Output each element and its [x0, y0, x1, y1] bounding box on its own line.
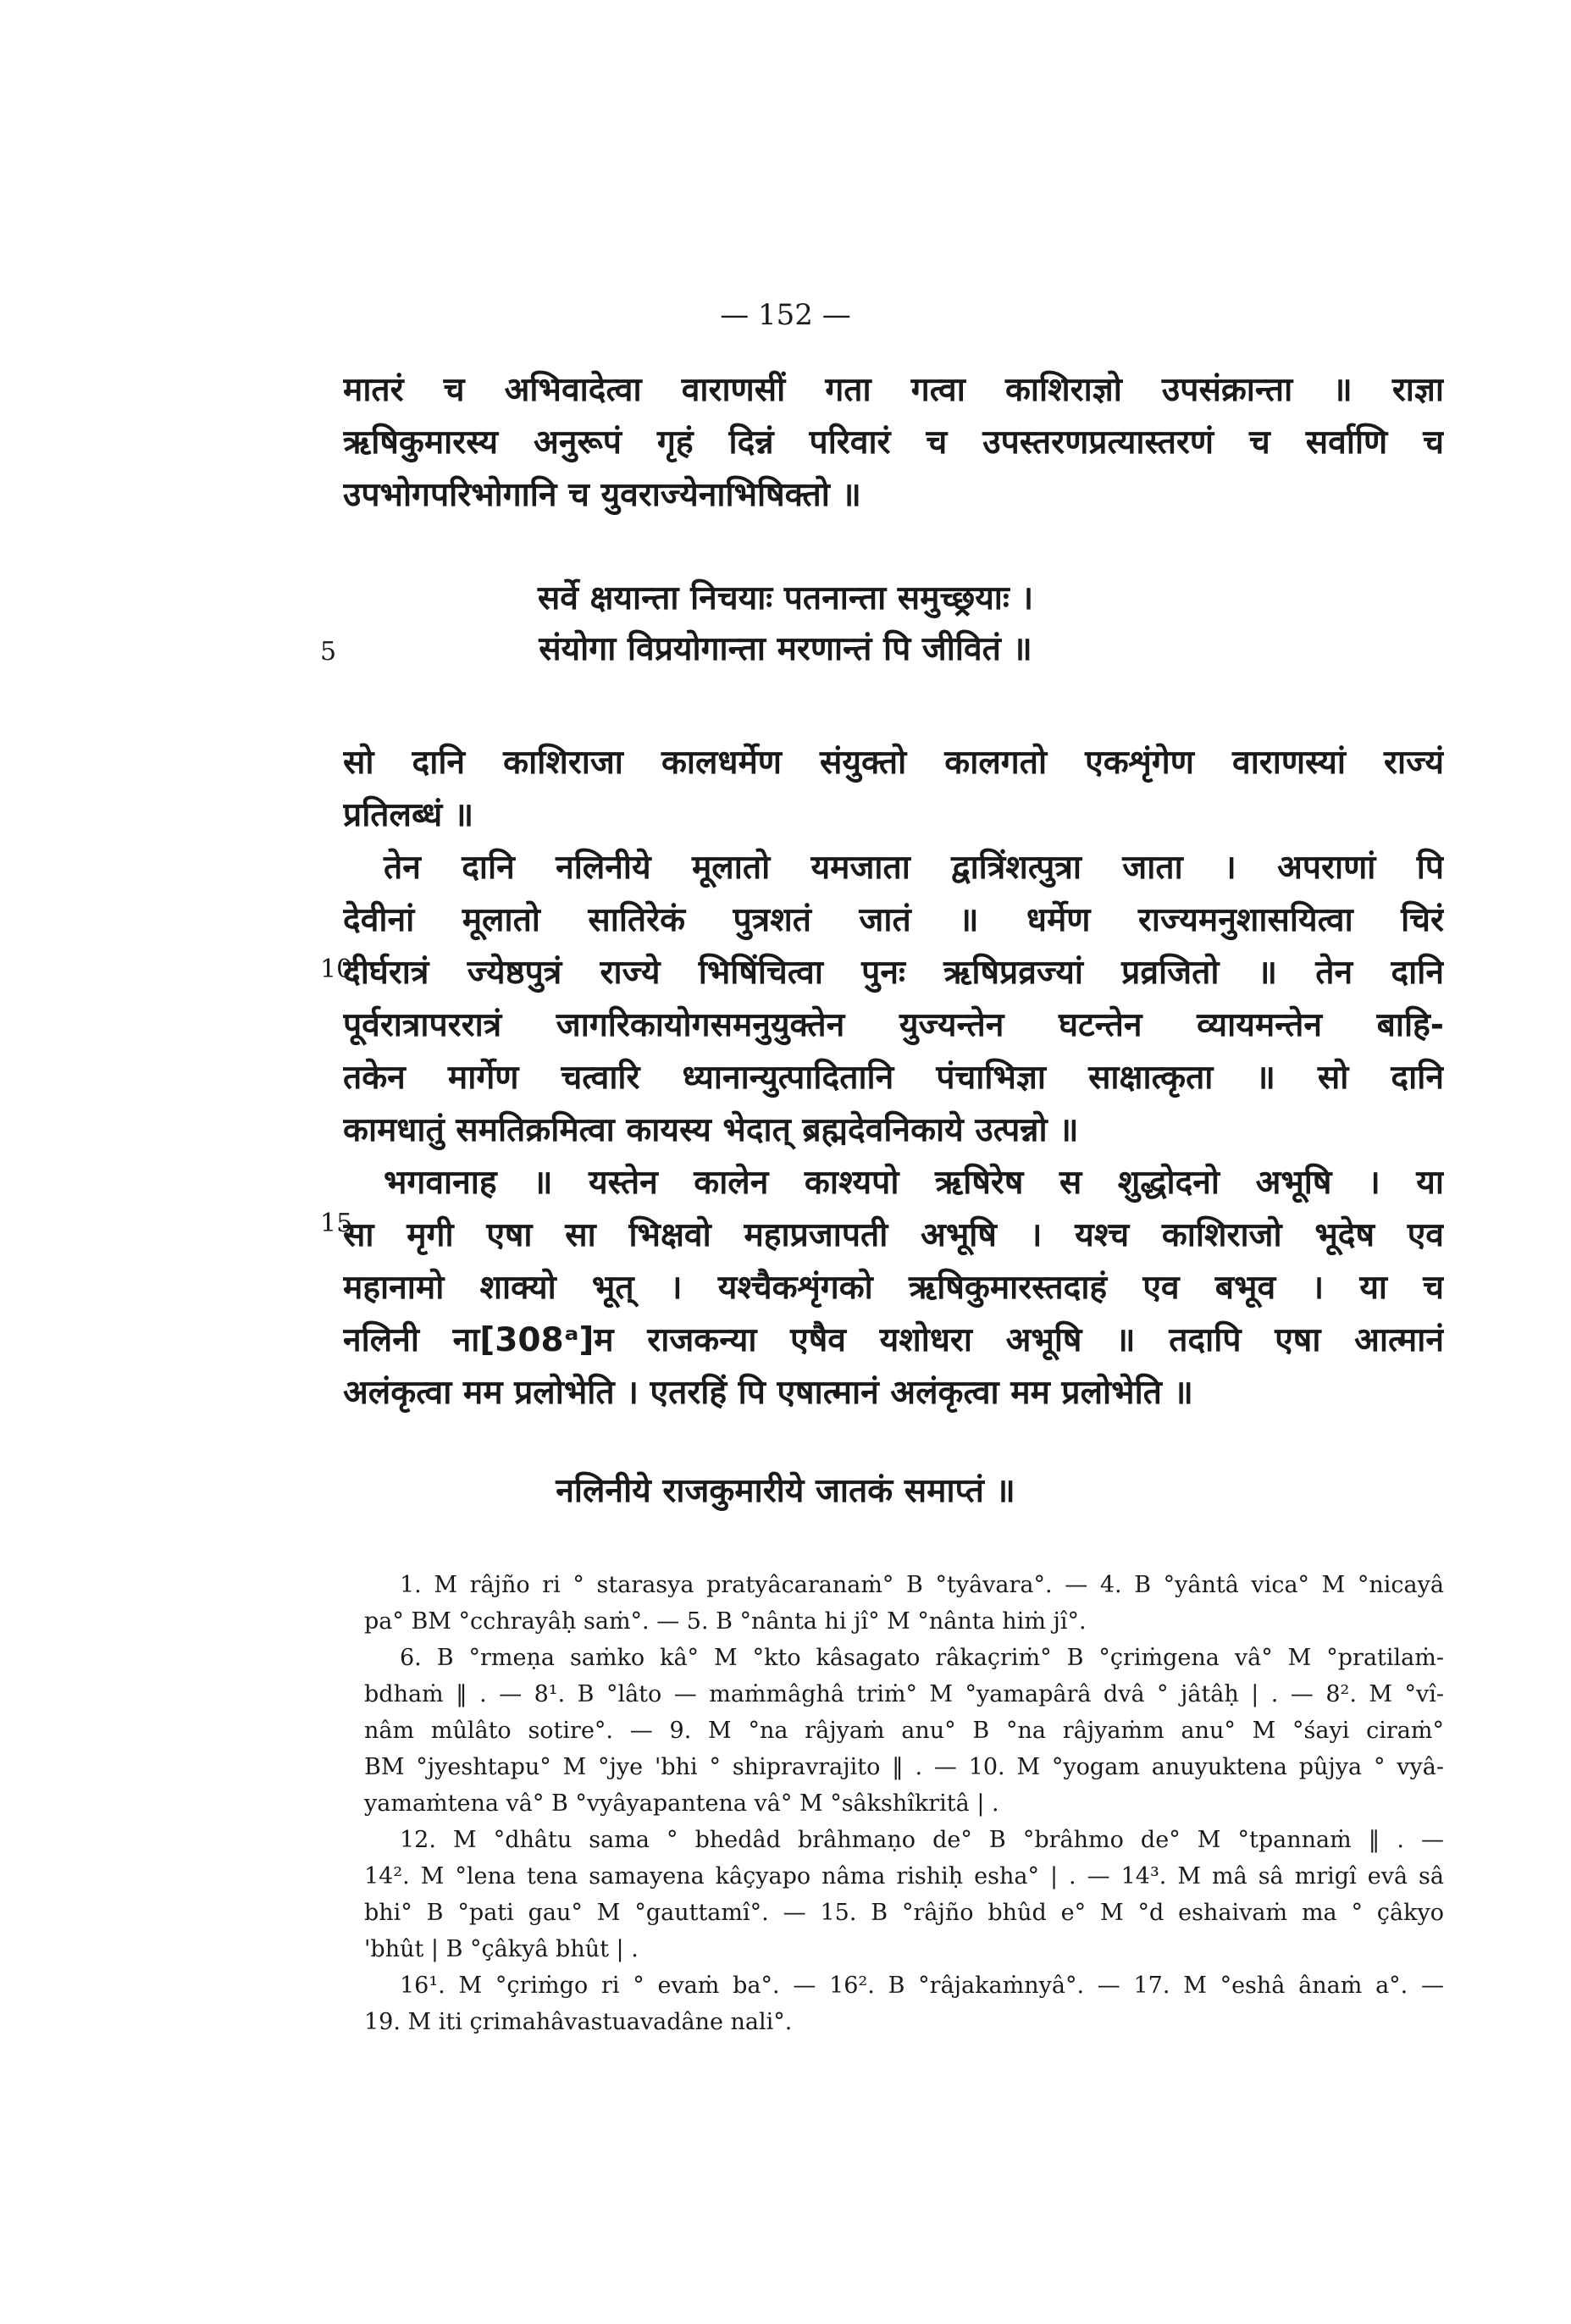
verse-line: सर्वे क्षयान्ता निचयाः पतनान्ता समुच्छ्रयाः ।	[537, 579, 1034, 617]
prose-line: महानामो शाक्यो भूत् । यश्चैकशृंगको ऋषिकुमारस्तदाहं एव बभूव । या च	[343, 1269, 1444, 1307]
note-line: pa° BM °cchrayâḥ saṁ°. — 5. B °nânta hi jî° M °nânta hiṁ jî°.	[364, 1608, 1087, 1635]
note-line: 12. M °dhâtu sama ° bhedâd brâhmaṇo de° B °brâhmo de° M °tpannaṁ ‖ . —	[400, 1827, 1444, 1853]
prose-line: नलिनी ना[308ᵃ]म राजकन्या एषैव यशोधरा अभूषि ॥ तदापि एषा आत्मानं	[343, 1321, 1444, 1359]
prose-line: भगवानाह ॥ यस्तेन कालेन काश्यपो ऋषिरेष स शुद्धोदनो अभूषि । या	[384, 1164, 1444, 1202]
prose-line: प्रतिलब्धं ॥	[343, 796, 474, 834]
verse	[0, 573, 1571, 674]
note-line: 6. B °rmeṇa saṁko kâ° M °kto kâsagato râkaçriṁ° B °çriṁgena vâ° M °pratilaṁ-	[400, 1645, 1444, 1671]
prose-main	[343, 737, 1444, 1419]
prose-line: दीर्घरात्रं ज्येष्ठपुत्रं राज्ये भिषिंचित्वा पुनः ऋषिप्रव्रज्यां प्रव्रजितो ॥ तेन दानि	[343, 954, 1444, 992]
line-number-15: 15	[320, 1209, 353, 1238]
note-line: 16¹. M °çriṁgo ri ° evaṁ ba°. — 16². B °râjakaṁnyâ°. — 17. M °eshâ ânaṁ a°. —	[400, 1973, 1444, 1999]
line-number-5: 5	[320, 637, 337, 667]
prose-line: मातरं च अभिवादेत्वा वाराणसीं गता गत्वा काशिराज्ञो उपसंक्रान्ता ॥ राज्ञा	[343, 371, 1444, 409]
prose-line: ऋषिकुमारस्य अनुरूपं गृहं दिन्नं परिवारं च उपस्तरणप्रत्यास्तरणं च सर्वाणि च	[343, 423, 1444, 462]
note-line: 1. M râjño ri ° starasya pratyâcaranaṁ° B °tyâvara°. — 4. B °yântâ vica° M °nicayâ	[400, 1572, 1444, 1598]
note-line: bhi° B °pati gau° M °gauttamî°. — 15. B °râjño bhûd e° M °d eshaivaṁ ma ° çâkyo	[364, 1900, 1444, 1926]
note-line: 14². M °lena tena samayena kâçyapo nâma rishiḥ esha° | . — 14³. M mâ sâ mrigî evâ sâ	[364, 1863, 1444, 1890]
note-line: bdhaṁ ‖ . — 8¹. B °lâto — maṁmâghâ triṁ° M °yamapârâ dvâ ° jâtâḥ | . — 8². M °vî-	[364, 1681, 1444, 1707]
note-line: BM °jyeshtapu° M °jye 'bhi ° shipravrajito ‖ . — 10. M °yogam anuyuktena pûjya ° vyâ-	[364, 1754, 1444, 1780]
page-number: — 152 —	[720, 298, 851, 332]
prose-line: उपभोगपरिभोगानि च युवराज्येनाभिषिक्तो ॥	[343, 476, 861, 514]
note-line: 'bhût | B °çâkyâ bhût | .	[364, 1936, 639, 1962]
prose-line: तकेन मार्गेण चत्वारि ध्यानान्युत्पादितानि पंचाभिज्ञा साक्षात्कृता ॥ सो दानि	[343, 1059, 1444, 1097]
critical-notes	[364, 1567, 1444, 2040]
prose-line: देवीनां मूलातो सातिरेकं पुत्रशतं जातं ॥ धर्मेण राज्यमनुशासयित्वा चिरं	[343, 901, 1444, 939]
prose-line: सा मृगी एषा सा भिक्षवो महाप्रजापती अभूषि । यश्च काशिराजो भूदेष एव	[343, 1216, 1444, 1254]
note-line: 19. M iti çrimahâvastuavadâne nali°.	[364, 2009, 793, 2035]
colophon: नलिनीये राजकुमारीये जातकं समाप्तं ॥	[556, 1472, 1015, 1510]
prose-top	[343, 364, 1444, 522]
line-number-10: 10	[320, 955, 353, 984]
note-line: yamaṁtena vâ° B °vyâyapantena vâ° M °sâkshîkritâ | .	[364, 1790, 999, 1817]
verse-line: संयोगा विप्रयोगान्ता मरणान्तं पि जीवितं ॥	[539, 630, 1032, 668]
prose-line: कामधातुं समतिक्रमित्वा कायस्य भेदात् ब्रह्मदेवनिकाये उत्पन्नो ॥	[343, 1111, 1079, 1149]
prose-line: तेन दानि नलिनीये मूलातो यमजाता द्वात्रिंशत्पुत्रा जाता । अपराणां पि	[384, 849, 1444, 887]
prose-line: सो दानि काशिराजा कालधर्मेण संयुक्तो कालगतो एकशृंगेण वाराणस्यां राज्यं	[343, 744, 1444, 782]
prose-line: पूर्वरात्रापररात्रं जागरिकायोगसमनुयुक्तेन युज्यन्तेन घटन्तेन व्यायमन्तेन बाहि-	[343, 1006, 1444, 1044]
prose-line: अलंकृत्वा मम प्रलोभेति । एतरहिं पि एषात्मानं अलंकृत्वा मम प्रलोभेति ॥	[343, 1374, 1193, 1412]
note-line: nâm mûlâto sotire°. — 9. M °na râjyaṁ anu° B °na râjyaṁm anu° M °śayi ciraṁ°	[364, 1718, 1444, 1744]
